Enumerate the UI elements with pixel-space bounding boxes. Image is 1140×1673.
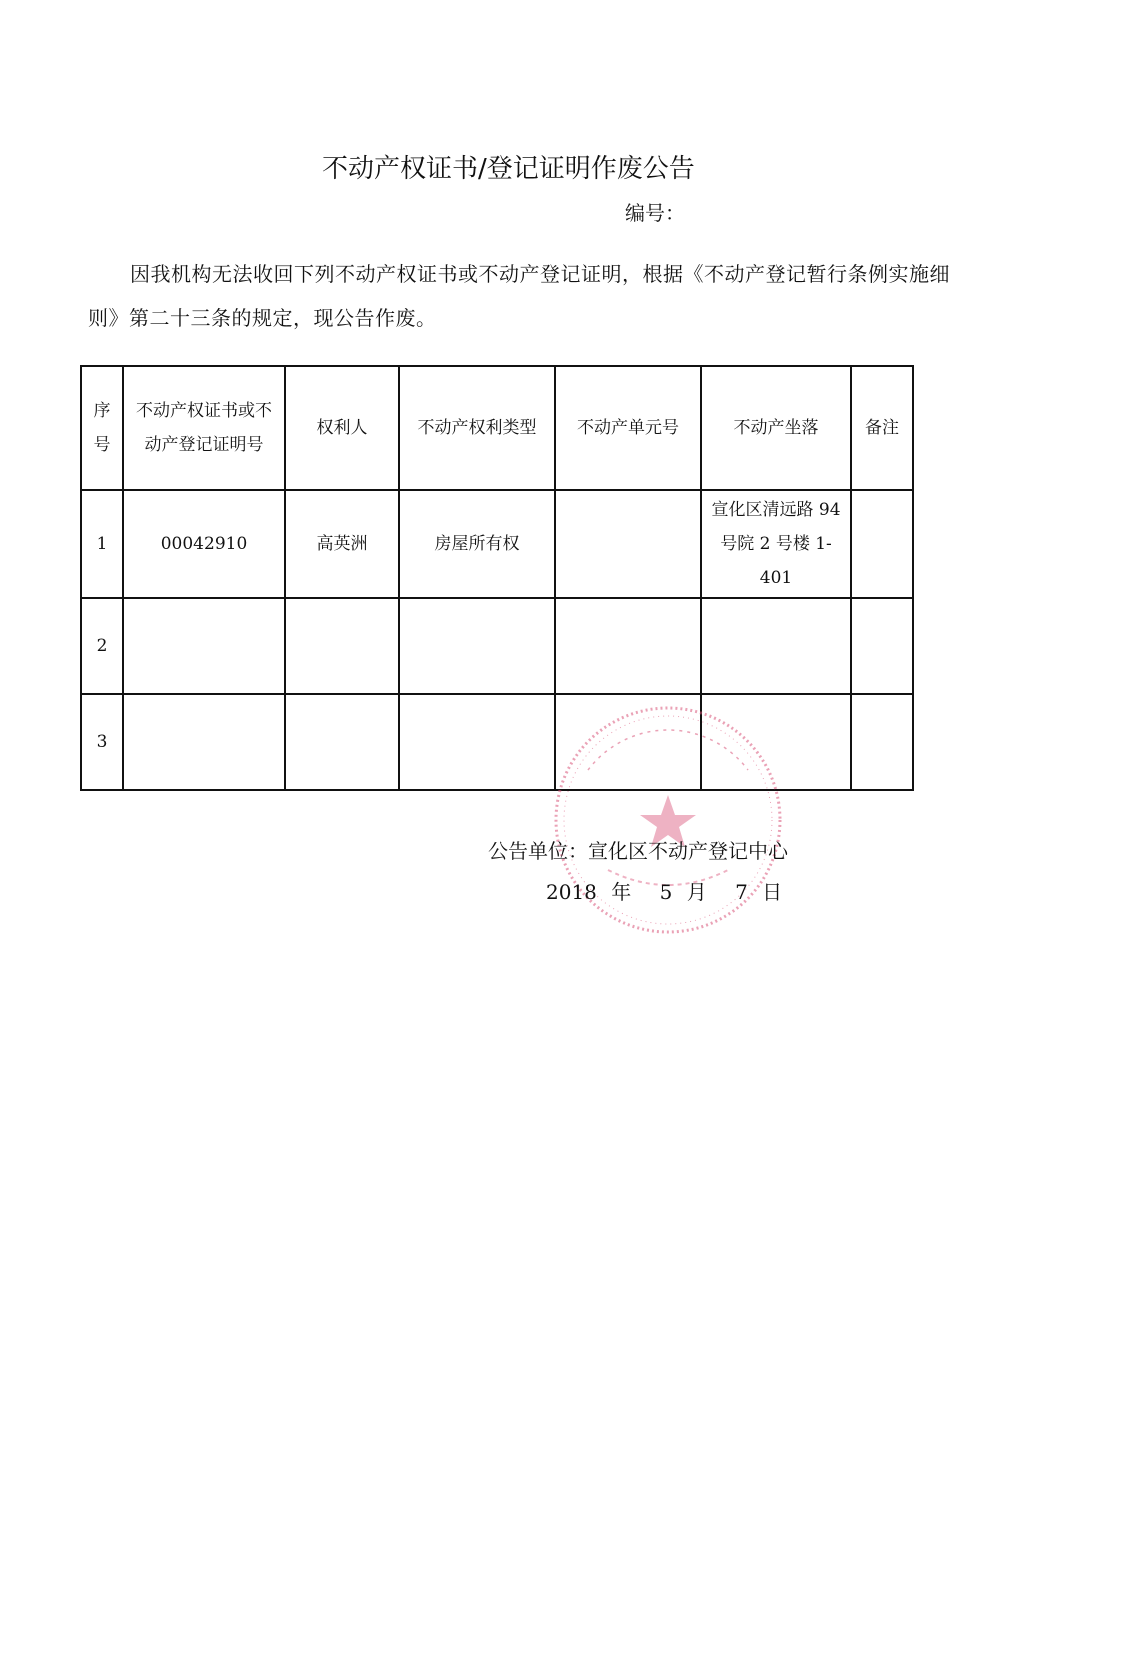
cell-serial-number: 2 <box>81 598 123 694</box>
table-row <box>81 490 913 598</box>
issue-date <box>546 876 782 905</box>
header-rights-holder: 权利人 <box>285 366 399 490</box>
page-title: 不动产权证书/登记证明作废公告 <box>322 154 695 184</box>
cell-location <box>701 598 851 694</box>
header-remark: 备注 <box>851 366 913 490</box>
header-unit-number: 不动产单元号 <box>555 366 701 490</box>
header-certificate-number: 不动产权证书或不动产登记证明号 <box>123 366 285 490</box>
cell-rights-holder: 高英洲 <box>285 490 399 598</box>
table-row <box>81 694 913 790</box>
cell-right-type <box>399 598 555 694</box>
date-month: 5 <box>659 880 673 904</box>
cell-rights-holder <box>285 598 399 694</box>
table-row <box>81 598 913 694</box>
cell-certificate-number <box>123 694 285 790</box>
cell-unit-number <box>555 694 701 790</box>
table-header-row <box>81 366 913 490</box>
cell-unit-number <box>555 598 701 694</box>
header-location: 不动产坐落 <box>701 366 851 490</box>
date-day: 7 <box>735 880 748 904</box>
header-right-type: 不动产权利类型 <box>399 366 555 490</box>
issuing-authority: 公告单位：宣化区不动产登记中心 <box>488 839 788 863</box>
cell-right-type: 房屋所有权 <box>399 490 555 598</box>
cell-serial-number: 3 <box>81 694 123 790</box>
document-number-label: 编号： <box>625 201 685 225</box>
cell-right-type <box>399 694 555 790</box>
date-year-unit: 年 <box>611 880 632 904</box>
cell-serial-number: 1 <box>81 490 123 598</box>
cell-certificate-number: 00042910 <box>123 490 285 598</box>
header-serial-number: 序号 <box>81 366 123 490</box>
cell-rights-holder <box>285 694 399 790</box>
cell-remark <box>851 490 913 598</box>
cell-remark <box>851 598 913 694</box>
cell-location: 宣化区清远路 94 号院 2 号楼 1-401 <box>701 490 851 598</box>
date-year: 2018 <box>546 880 597 904</box>
date-month-unit: 月 <box>686 880 707 904</box>
cell-certificate-number <box>123 598 285 694</box>
void-certificate-table <box>80 365 914 791</box>
cell-remark <box>851 694 913 790</box>
notice-body-text: 因我机构无法收回下列不动产权证书或不动产登记证明，根据《不动产登记暂行条例实施细则》第二十三条的规定，现公告作废。 <box>88 262 950 330</box>
date-day-unit: 日 <box>762 880 783 904</box>
cell-unit-number <box>555 490 701 598</box>
cell-location <box>701 694 851 790</box>
